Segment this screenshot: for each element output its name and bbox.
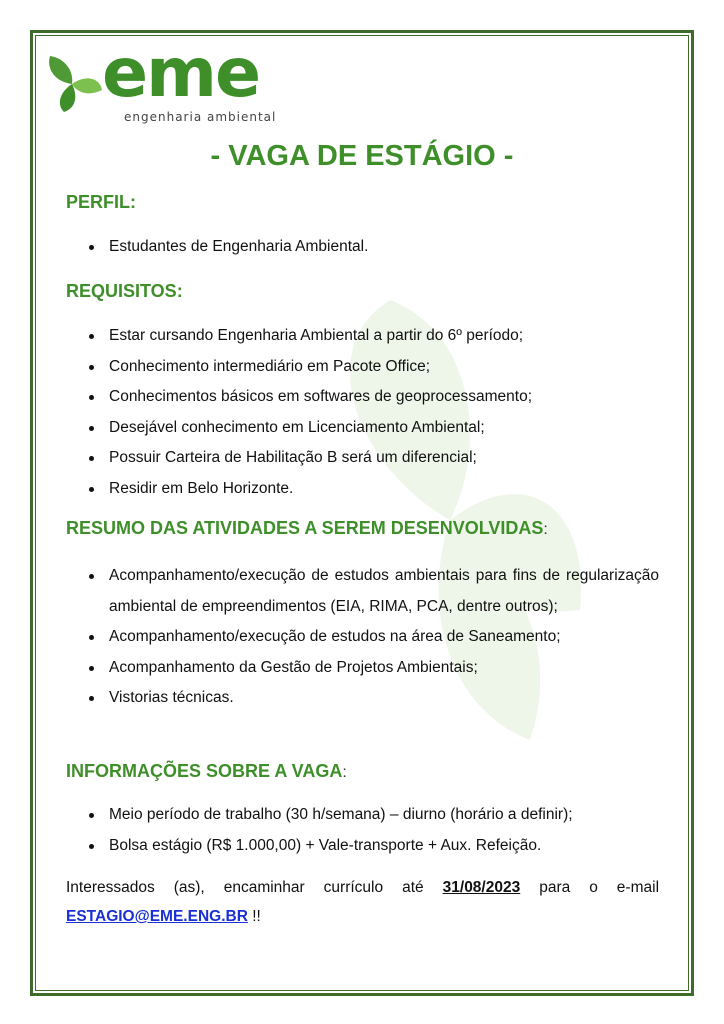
list-item: Conhecimentos básicos em softwares de geoprocessamento; [0,382,659,413]
section-heading-perfil: PERFIL: [66,192,136,212]
closing-text-after: !! [247,908,261,925]
section-heading-requisitos: REQUISITOS: [66,281,183,301]
requisitos-list [0,321,659,504]
heading-text: INFORMAÇÕES SOBRE A VAGA [66,761,343,781]
perfil-list [0,232,659,263]
closing-text-middle: para o e-mail [520,879,660,896]
section-heading-informacoes [66,761,347,782]
list-item: Bolsa estágio (R$ 1.000,00) + Vale-transporte + Aux. Refeição. [0,831,659,862]
contact-email-link[interactable]: ESTAGIO@EME.ENG.BR [66,908,248,925]
list-item: Acompanhamento da Gestão de Projetos Ambientais; [0,653,659,684]
page-title: - VAGA DE ESTÁGIO - [210,140,514,172]
list-item: Acompanhamento/execução de estudos ambientais para fins de regularização ambiental de empreendimentos (EIA, RIMA, PCA, dentre outros); [0,561,659,622]
list-item: Possuir Carteira de Habilitação B será um diferencial; [0,443,659,474]
closing-text-before: Interessados (as), encaminhar currículo até [66,879,443,896]
list-item: Residir em Belo Horizonte. [0,474,659,505]
list-item: Meio período de trabalho (30 h/semana) – diurno (horário a definir); [0,800,659,831]
application-deadline: 31/08/2023 [442,879,521,896]
logo-wordmark: eme [102,34,260,113]
list-item: Acompanhamento/execução de estudos na área de Saneamento; [0,622,659,653]
leaf-logo-icon [42,52,104,114]
list-item: Estar cursando Engenharia Ambiental a partir do 6º período; [0,321,659,352]
logo-tagline: engenharia ambiental [124,110,277,124]
heading-colon: : [342,764,347,781]
list-item: Desejável conhecimento em Licenciamento Ambiental; [0,413,659,444]
atividades-list [0,561,659,714]
list-item: Vistorias técnicas. [0,683,659,714]
company-logo [42,34,282,128]
list-item: Conhecimento intermediário em Pacote Office; [0,352,659,383]
heading-colon: : [543,521,548,538]
list-item: Estudantes de Engenharia Ambiental. [0,232,659,263]
closing-paragraph [66,873,659,931]
heading-text: RESUMO DAS ATIVIDADES A SEREM DESENVOLVIDAS [66,518,544,538]
section-heading-atividades [66,518,548,539]
informacoes-list [0,800,659,861]
